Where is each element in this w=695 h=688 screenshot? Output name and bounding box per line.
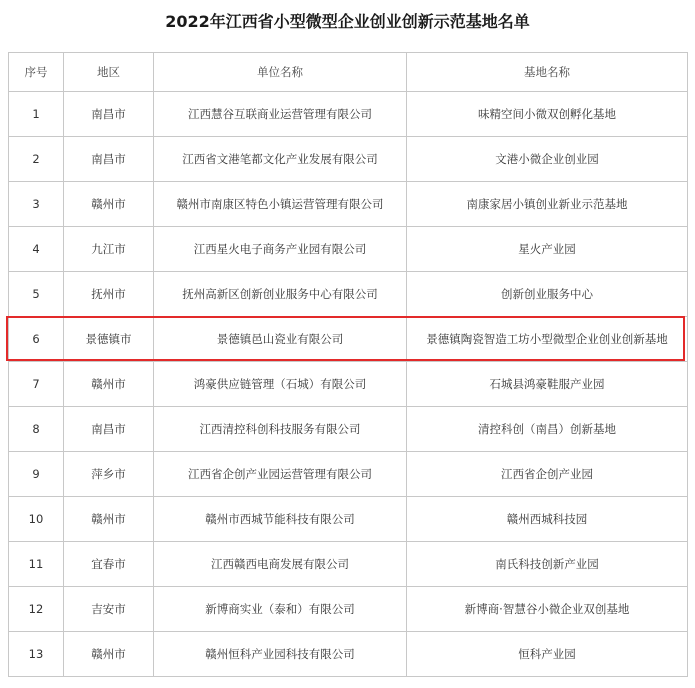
- cell-company: 江西赣西电商发展有限公司: [154, 542, 407, 587]
- table-row: [9, 407, 688, 452]
- cell-company: 江西慧谷互联商业运营管理有限公司: [154, 92, 407, 137]
- table-row: [9, 542, 688, 587]
- cell-base: 味精空间小微双创孵化基地: [407, 92, 688, 137]
- cell-company: 赣州市南康区特色小镇运营管理有限公司: [154, 182, 407, 227]
- cell-base: 星火产业园: [407, 227, 688, 272]
- cell-region: 宜春市: [64, 542, 154, 587]
- cell-index: 1: [9, 92, 64, 137]
- cell-index: 5: [9, 272, 64, 317]
- cell-base: 南氏科技创新产业园: [407, 542, 688, 587]
- cell-index: 3: [9, 182, 64, 227]
- table-row: [9, 137, 688, 182]
- cell-company: 江西省文港笔都文化产业发展有限公司: [154, 137, 407, 182]
- table-header-row: [9, 53, 688, 92]
- cell-base: 赣州西城科技园: [407, 497, 688, 542]
- cell-region: 赣州市: [64, 362, 154, 407]
- cell-region: 景德镇市: [64, 317, 154, 362]
- cell-index: 6: [9, 317, 64, 362]
- table-row: [9, 92, 688, 137]
- table-row: [9, 227, 688, 272]
- cell-index: 12: [9, 587, 64, 632]
- cell-base: 新博商·智慧谷小微企业双创基地: [407, 587, 688, 632]
- cell-base: 石城县鸿豪鞋服产业园: [407, 362, 688, 407]
- header-index: 序号: [9, 53, 64, 92]
- page-title: 2022年江西省小型微型企业创业创新示范基地名单: [165, 12, 530, 31]
- cell-region: 赣州市: [64, 497, 154, 542]
- header-region: 地区: [64, 53, 154, 92]
- header-company: 单位名称: [154, 53, 407, 92]
- cell-base: 江西省企创产业园: [407, 452, 688, 497]
- table-row: [9, 497, 688, 542]
- cell-company: 江西省企创产业园运营管理有限公司: [154, 452, 407, 497]
- cell-company: 抚州高新区创新创业服务中心有限公司: [154, 272, 407, 317]
- cell-company: 江西星火电子商务产业园有限公司: [154, 227, 407, 272]
- cell-company: 江西清控科创科技服务有限公司: [154, 407, 407, 452]
- table-row: [9, 632, 688, 677]
- cell-region: 南昌市: [64, 407, 154, 452]
- table-row: [9, 272, 688, 317]
- table-row: [9, 587, 688, 632]
- cell-base: 南康家居小镇创业新业示范基地: [407, 182, 688, 227]
- cell-region: 抚州市: [64, 272, 154, 317]
- cell-region: 南昌市: [64, 137, 154, 182]
- cell-index: 2: [9, 137, 64, 182]
- cell-index: 13: [9, 632, 64, 677]
- cell-company: 景德镇邑山瓷业有限公司: [154, 317, 407, 362]
- cell-index: 10: [9, 497, 64, 542]
- table-row: [9, 182, 688, 227]
- cell-base: 清控科创（南昌）创新基地: [407, 407, 688, 452]
- cell-region: 赣州市: [64, 182, 154, 227]
- cell-region: 吉安市: [64, 587, 154, 632]
- header-base: 基地名称: [407, 53, 688, 92]
- base-list-table: [8, 52, 688, 677]
- cell-region: 九江市: [64, 227, 154, 272]
- cell-company: 赣州恒科产业园科技有限公司: [154, 632, 407, 677]
- cell-index: 7: [9, 362, 64, 407]
- cell-index: 11: [9, 542, 64, 587]
- cell-company: 新博商实业（泰和）有限公司: [154, 587, 407, 632]
- cell-company: 赣州市西城节能科技有限公司: [154, 497, 407, 542]
- cell-region: 赣州市: [64, 632, 154, 677]
- cell-company: 鸿豪供应链管理（石城）有限公司: [154, 362, 407, 407]
- cell-base: 文港小微企业创业园: [407, 137, 688, 182]
- cell-base: 景德镇陶瓷智造工坊小型微型企业创业创新基地: [407, 317, 688, 362]
- table-row: [9, 452, 688, 497]
- cell-region: 南昌市: [64, 92, 154, 137]
- cell-base: 恒科产业园: [407, 632, 688, 677]
- cell-index: 9: [9, 452, 64, 497]
- table-row-highlighted: [9, 317, 688, 362]
- cell-region: 萍乡市: [64, 452, 154, 497]
- table-row: [9, 362, 688, 407]
- cell-index: 8: [9, 407, 64, 452]
- cell-base: 创新创业服务中心: [407, 272, 688, 317]
- cell-index: 4: [9, 227, 64, 272]
